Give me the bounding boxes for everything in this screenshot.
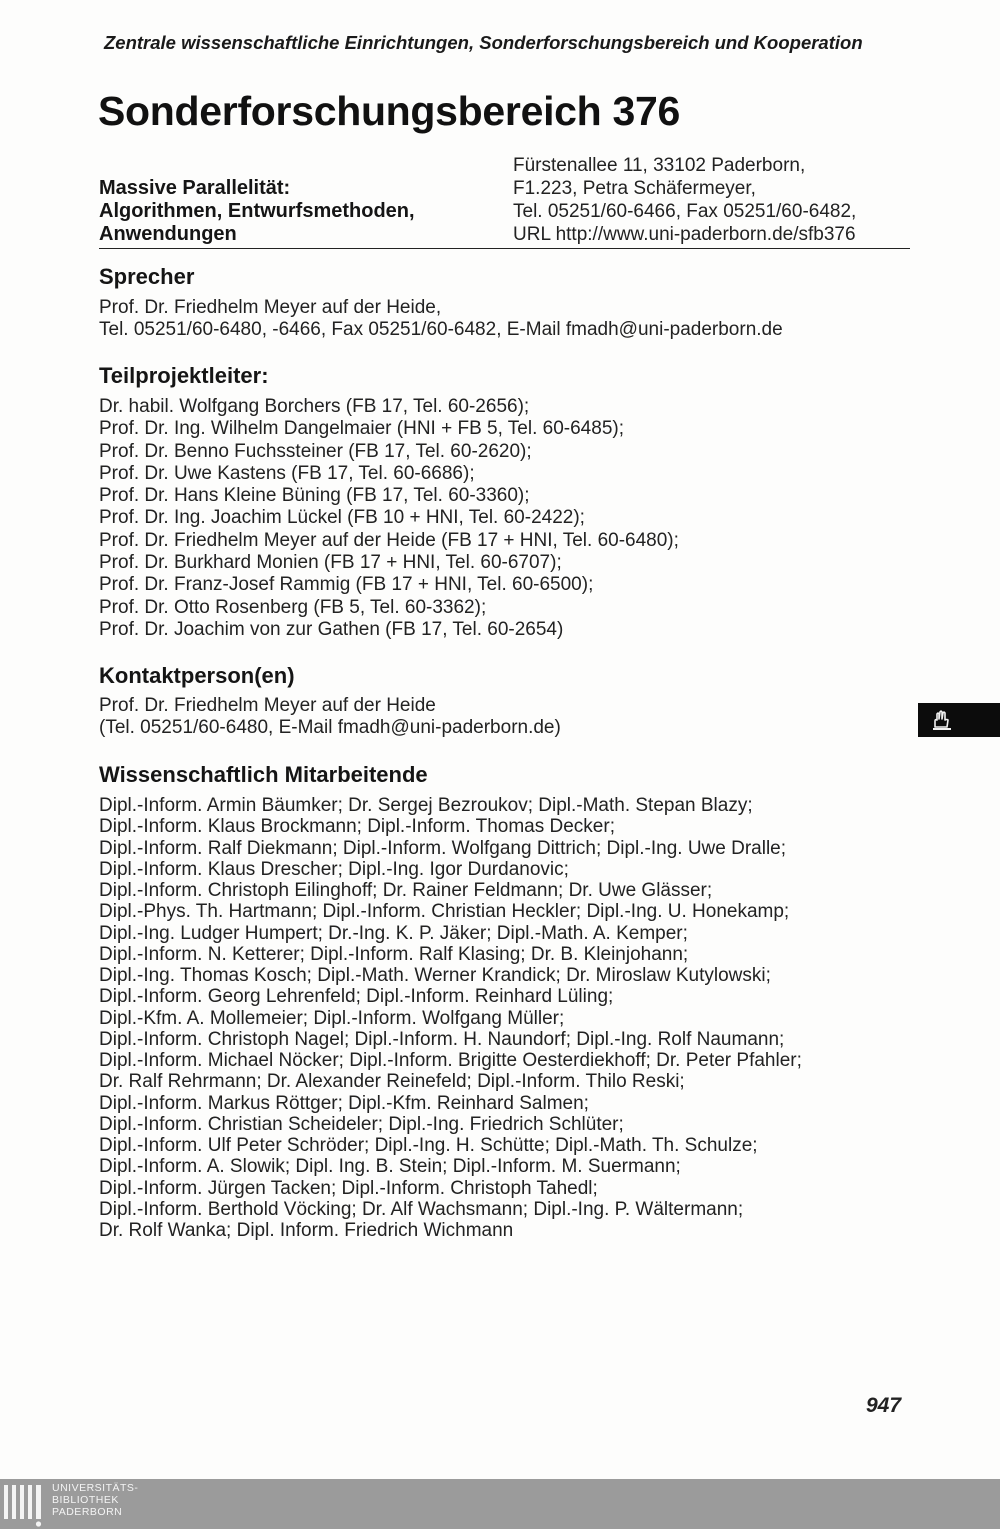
address-line: Fürstenallee 11, 33102 Paderborn, — [513, 155, 806, 176]
library-name-line: BIBLIOTHEK — [52, 1494, 119, 1506]
list-item: Prof. Dr. Burkhard Monien (FB 17 + HNI, Tel. 60-6707); — [99, 552, 562, 574]
list-item: Dipl.-Inform. Klaus Brockmann; Dipl.-Inform. Thomas Decker; — [99, 816, 615, 838]
library-logo-icon — [2, 1482, 48, 1528]
list-item: Dipl.-Inform. N. Ketterer; Dipl.-Inform. Ralf Klasing; Dr. B. Kleinjohann; — [99, 943, 689, 965]
list-item: Prof. Dr. Hans Kleine Büning (FB 17, Tel. 60-3360); — [99, 485, 530, 507]
project-topic — [99, 177, 489, 246]
list-item: Dipl.-Inform. Armin Bäumker; Dr. Sergej Bezroukov; Dipl.-Math. Stepan Blazy; — [99, 795, 753, 816]
section-heading-contact: Kontaktperson(en) — [99, 663, 295, 688]
chapter-thumb-tab — [918, 703, 1000, 737]
list-item: Dipl.-Inform. Ralf Diekmann; Dipl.-Inform. Wolfgang Dittrich; Dipl.-Ing. Uwe Dralle; — [99, 837, 787, 859]
list-item: Prof. Dr. Ing. Wilhelm Dangelmaier (HNI + FB 5, Tel. 60-6485); — [99, 418, 624, 440]
list-item: Prof. Dr. Joachim von zur Gathen (FB 17, Tel. 60-2654) — [99, 618, 564, 640]
list-item: Dipl.-Ing. Ludger Humpert; Dr.-Ing. K. P. Jäker; Dipl.-Math. A. Kemper; — [99, 922, 688, 944]
speaker-line: Prof. Dr. Friedhelm Meyer auf der Heide, — [99, 297, 442, 318]
list-item: Prof. Dr. Benno Fuchssteiner (FB 17, Tel. 60-2620); — [99, 440, 532, 462]
list-item: Dipl.-Inform. Ulf Peter Schröder; Dipl.-Ing. H. Schütte; Dipl.-Math. Th. Schulze; — [99, 1135, 758, 1156]
address-block — [513, 154, 913, 246]
library-name-line: UNIVERSITÄTS- — [52, 1482, 139, 1494]
list-item: Dipl.-Inform. Christoph Eilinghoff; Dr. Rainer Feldmann; Dr. Uwe Glässer; — [99, 880, 713, 901]
list-item: Dipl.-Inform. Christoph Nagel; Dipl.-Inform. H. Naundorf; Dipl.-Ing. Rolf Naumann; — [99, 1028, 785, 1050]
list-item: Prof. Dr. Otto Rosenberg (FB 5, Tel. 60-3362); — [99, 596, 487, 618]
list-item: Prof. Dr. Uwe Kastens (FB 17, Tel. 60-6686); — [99, 462, 475, 484]
section-heading-staff: Wissenschaftlich Mitarbeitende — [99, 762, 428, 787]
speaker-block — [99, 297, 914, 342]
hand-icon — [930, 708, 954, 732]
address-url[interactable]: URL http://www.uni-paderborn.de/sfb376 — [513, 224, 856, 245]
section-heading-project-leaders: Teilprojektleiter: — [99, 363, 269, 388]
list-item: Prof. Dr. Friedhelm Meyer auf der Heide (FB 17 + HNI, Tel. 60-6480); — [99, 529, 679, 551]
address-line: Tel. 05251/60-6466, Fax 05251/60-6482, — [513, 201, 857, 222]
list-item: Dipl.-Phys. Th. Hartmann; Dipl.-Inform. Christian Heckler; Dipl.-Ing. U. Honekamp; — [99, 901, 790, 923]
library-footer — [0, 1479, 1000, 1529]
address-line: F1.223, Petra Schäfermeyer, — [513, 178, 756, 199]
project-leaders-list — [99, 396, 914, 641]
list-item: Dipl.-Inform. Klaus Drescher; Dipl.-Ing. Igor Durdanovic; — [99, 858, 569, 880]
list-item: Dipl.-Inform. Christian Scheideler; Dipl.-Ing. Friedrich Schlüter; — [99, 1113, 624, 1135]
list-item: Dr. Rolf Wanka; Dipl. Inform. Friedrich Wichmann — [99, 1220, 514, 1241]
library-name — [52, 1482, 138, 1518]
topic-line: Massive Parallelität: — [99, 177, 291, 199]
staff-list — [99, 795, 914, 1241]
list-item: Dipl.-Ing. Thomas Kosch; Dipl.-Math. Werner Krandick; Dr. Miroslaw Kutylowski; — [99, 965, 771, 986]
page-number: 947 — [866, 1394, 902, 1417]
page-title: Sonderforschungsbereich 376 — [98, 88, 681, 134]
topic-line: Algorithmen, Entwurfsmethoden, — [99, 200, 415, 222]
list-item: Prof. Dr. Ing. Joachim Lückel (FB 10 + HNI, Tel. 60-2422); — [99, 507, 585, 529]
list-item: Dr. Ralf Rehrmann; Dr. Alexander Reinefeld; Dipl.-Inform. Thilo Reski; — [99, 1071, 685, 1093]
contact-line: (Tel. 05251/60-6480, E-Mail fmadh@uni-paderborn.de) — [99, 717, 561, 739]
speaker-line: Tel. 05251/60-6480, -6466, Fax 05251/60-6482, E-Mail fmadh@uni-paderborn.de — [99, 319, 783, 341]
list-item: Dipl.-Inform. Michael Nöcker; Dipl.-Inform. Brigitte Oesterdiekhoff; Dr. Peter Pfahler; — [99, 1050, 802, 1071]
list-item: Dipl.-Inform. Georg Lehrenfeld; Dipl.-Inform. Reinhard Lüling; — [99, 986, 614, 1008]
list-item: Dipl.-Inform. Jürgen Tacken; Dipl.-Inform. Christoph Tahedl; — [99, 1177, 598, 1199]
list-item: Dipl.-Kfm. A. Mollemeier; Dipl.-Inform. Wolfgang Müller; — [99, 1007, 565, 1029]
list-item: Dipl.-Inform. Markus Röttger; Dipl.-Kfm. Reinhard Salmen; — [99, 1092, 589, 1114]
topic-line: Anwendungen — [99, 223, 237, 245]
contact-block — [99, 695, 914, 740]
library-name-line: PADERBORN — [52, 1506, 123, 1518]
list-item: Dipl.-Inform. A. Slowik; Dipl. Ing. B. Stein; Dipl.-Inform. M. Suermann; — [99, 1156, 681, 1178]
header-divider — [99, 248, 910, 249]
contact-line: Prof. Dr. Friedhelm Meyer auf der Heide — [99, 695, 436, 716]
running-head: Zentrale wissenschaftliche Einrichtungen, Sonderforschungsbereich und Kooperation — [104, 32, 863, 53]
list-item: Dr. habil. Wolfgang Borchers (FB 17, Tel. 60-2656); — [99, 396, 530, 417]
section-heading-speaker: Sprecher — [99, 264, 195, 289]
list-item: Dipl.-Inform. Berthold Vöcking; Dr. Alf Wachsmann; Dipl.-Ing. P. Wältermann; — [99, 1198, 744, 1220]
list-item: Prof. Dr. Franz-Josef Rammig (FB 17 + HNI, Tel. 60-6500); — [99, 574, 594, 596]
